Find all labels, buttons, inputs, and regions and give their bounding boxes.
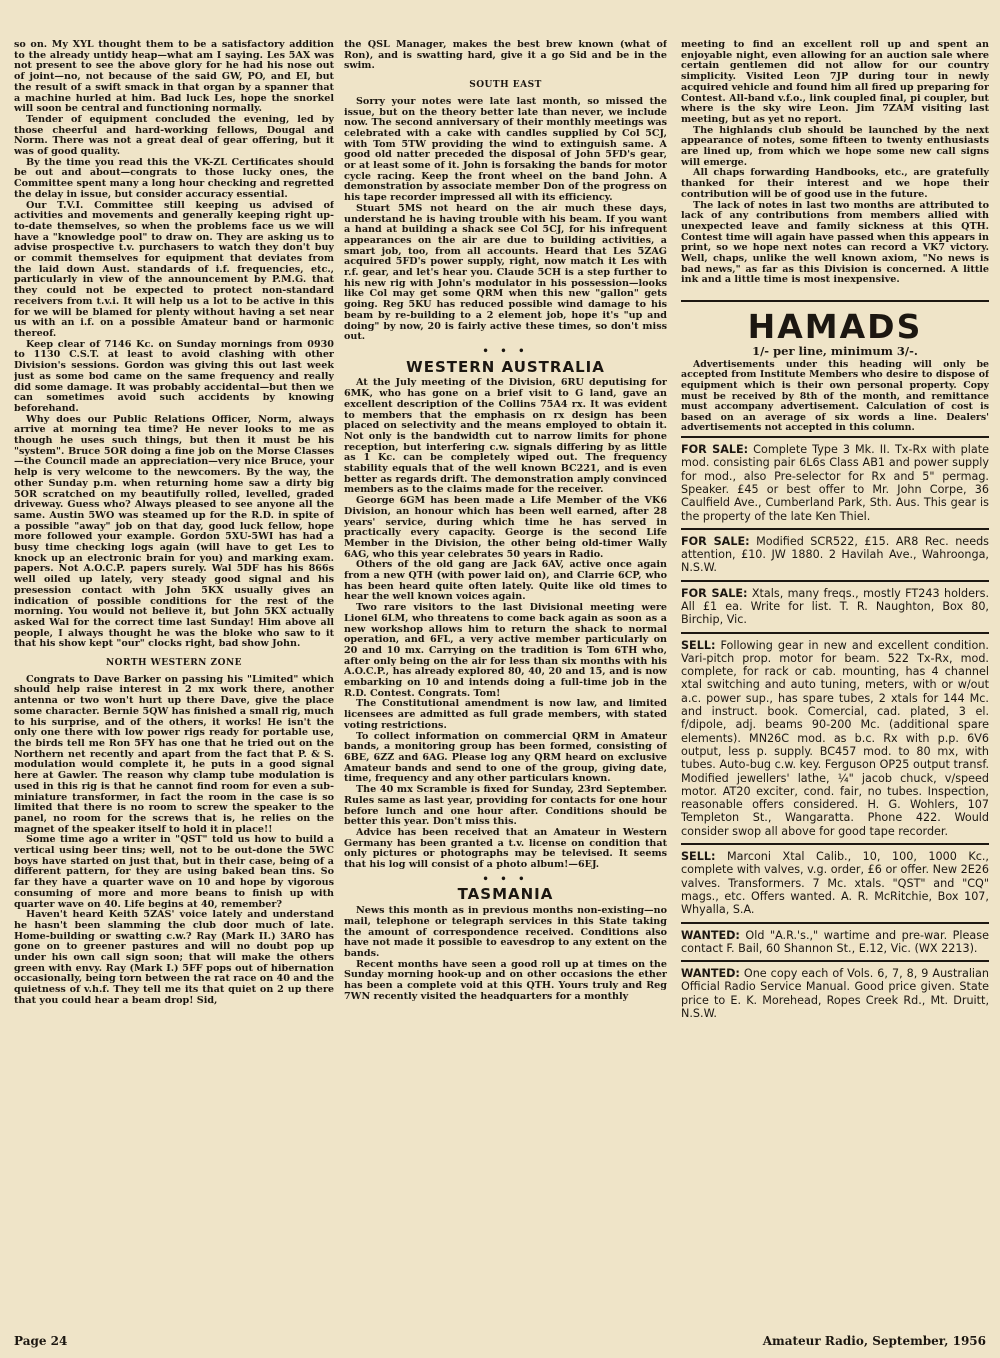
paragraph: Others of the old gang are Jack 6AV, active once again from a new QTH (with power laid on), and Clarrie 6CP, who has been heard quite often lately. Quite like old times to hear the well known voices again. — [344, 559, 667, 603]
ad-lead: SELL: — [681, 850, 716, 864]
paragraph: so on. My XYL thought them to be a satisfactory addition to the already untidy heap—what am I saying. Les 5AX was not present to see the above glory for he had his nose out of joint—no, not because of the said GW, PO, and EI, but the result of a swift smack in that organ by a spanner that a machine hurled at him. Bad luck Les, hope the snorkel will soon be central and functioning normally. — [14, 40, 334, 115]
hamads-top-rule — [681, 300, 989, 302]
ad-text: Marconi Xtal Calib., 10, 100, 1000 Kc., complete with valves, v.g. order, £6 or offer. New 2E26 valves. Transformers. 7 Mc. xtals. "QST" and "CQ" mags., etc. Offers wanted. A. R. McRitchie, Box 107, Whyalla, S.A. — [681, 850, 989, 917]
ad-text: Modified SCR522, £15. AR8 Rec. needs attention, £10. JW 1880. 2 Havilah Ave., Wahroonga, N.S.W. — [681, 534, 989, 575]
paragraph: George 6GM has been made a Life Member of the VK6 Division, an honour which has been well earned, after 28 years' service, during which time he has served in practically every capacity. George is the second Life Member in the Division, the other being old-timer Wally 6AG, who this year celebrates 50 years in Radio. — [344, 495, 667, 560]
publication-line: Amateur Radio, September, 1956 — [762, 1334, 986, 1348]
paragraph: The Constitutional amendment is now law, and limited licensees are admitted as full grade members, with stated voting restrictions. — [344, 698, 667, 731]
paragraph: Some time ago a writer in "QST" told us how to build a vertical using beer tins; well, not to be out-done the 5WC boys have started on just that, but in their case, being of a different pattern, for they are using baked bean tins. So far they have a quarter wave on 10 and hope by vigorous consuming of more and more beans to finish up with quarter wave on 40. Life begins at 40, remember? — [14, 834, 334, 910]
paragraph: At the July meeting of the Division, 6RU deputising for 6MK, who has gone on a brief visit to G land, gave an excellent description of the Collins 75A4 rx. It was evident to members that the emphasis on rx design has been placed on selectivity and the means employed to obtain it. Not only is the bandwidth cut to narrow limits for phone reception, but interfering c.w. signals differing by as little as 1 Kc. can be completely wiped out. The frequency stability equals that of the well known BC221, and is even better as regards drift. The demonstration amply convinced members as to the claims made for the receiver. — [344, 377, 667, 496]
classified-ad — [681, 443, 989, 523]
paragraph: the QSL Manager, makes the best brew known (what of Ron), and is swatting hard, give it a go Sid and be in the swim. — [344, 40, 667, 72]
ad-text: Old "A.R.'s.," wartime and pre-war. Please contact F. Bail, 60 Shannon St., E.12, Vic. (WX 2213). — [681, 928, 989, 955]
ad-text: Xtals, many freqs., mostly FT243 holders. All £1 ea. Write for list. T. R. Naughton, Box 80, Birchip, Vic. — [681, 586, 989, 627]
paragraph: Advice has been received that an Amateur in Western Germany has been granted a t.v. license on condition that only pictures or photographs may be televised. It seems that his log will consist of a photo album!—6EJ. — [344, 826, 667, 871]
paragraph: To collect information on commercial QRM in Amateur bands, a monitoring group has been formed, consisting of 6BE, 6ZZ and 6AG. Please log any QRM heard on exclusive Amateur bands and send to one of the group, giving date, time, frequency and any other particulars known. — [344, 730, 667, 785]
ad-divider — [681, 922, 989, 924]
classified-ad — [681, 535, 989, 575]
section-divider: • • • — [482, 345, 529, 357]
paragraph: Tender of equipment concluded the evening, led by those cheerful and hard-working fellows, Dougal and Norm. There was not a great deal of gear offering, but it was of good quality. — [14, 113, 334, 158]
hamads-title: HAMADS — [747, 307, 923, 347]
hamads-rate: 1/- per line, minimum 3/-. — [752, 344, 918, 359]
paragraph: Keep clear of 7146 Kc. on Sunday mornings from 0930 to 1130 C.S.T. at least to avoid clashing with other Division's sessions. Gordon was giving this out last week just as some bod came on the same frequency and really did some damage. It was probably accidental—but then we can sometimes avoid such accidents by knowing beforehand. — [14, 338, 334, 414]
section-heading-north-western-zone: NORTH WESTERN ZONE — [105, 658, 243, 669]
classified-ad — [681, 639, 989, 838]
ad-divider — [681, 960, 989, 962]
column-2 — [344, 40, 667, 1325]
paragraph: Stuart 5MS not heard on the air much these days, understand he is having trouble with his beam. If you want a hand at building a shack see Col 5CJ, for his infrequent appearances on the air are due to building activities, a smart job, too, from all accounts. Heard that Les 5ZAG acquired 5FD's power supply, right, now match it Les with r.f. gear, and let's hear you. Claude 5CH is a step further to his new rig with John's modulator in his possession—looks like Col may get some QRM when this new "gallon" gets going. Reg 5KU has reduced possible wind damage to his beam by re-building to a 2 element job, hope it's "up and doing" by now, 20 is fairly active these times, so don't miss out. — [344, 202, 667, 343]
ad-divider — [681, 528, 989, 530]
ad-lead: SELL: — [681, 638, 716, 652]
ad-text: One copy each of Vols. 6, 7, 8, 9 Australian Official Radio Service Manual. Good price given. State price to E. K. Morehead, Ropes Creek Rd., Mt. Druitt, N.S.W. — [681, 967, 989, 1021]
paragraph: Recent months have seen a good roll up at times on the Sunday morning hook-up and on other occasions the ether has been a complete void at this QTH. Yours truly and Reg 7WN recently visited the headquarters for a monthly — [344, 958, 667, 1002]
ad-text: Following gear in new and excellent condition. Vari-pitch prop. motor for beam. 522 Tx-Rx, mod. complete, for rack or cab. mounting, has 4 channel xtal switching and auto tuning, meters, with or w/out a.c. power sup., has spare tubes, 2 xtals for 144 Mc. and instruct. book. Comercial, cad. plated, 3 el. f/dipole, adj. beams 90-200 Mc. (additional spare elements). MN26C mod. as b.c. Rx with p.p. 6V6 output, less p. supply. BC457 mod. to 80 mx, with tubes. Auto-bug c.w. key. Ferguson OP25 output transf. Modified jewellers' lathe, ¼" jacob chuck, v/speed motor. AT20 exciter, cond. fair, no tubes. Inspection, reasonable offers considered. H. G. Wohlers, 107 Templeton St., Wangaratta. Phone 422. Would consider swop all above for good tape recorder. — [681, 638, 989, 838]
paragraph: The 40 mx Scramble is fixed for Sunday, 23rd September. Rules same as last year, providing for contacts for one hour before lunch and one hour after. Conditions should be better this year. Don't miss this. — [344, 784, 667, 828]
ad-divider — [681, 436, 989, 438]
paragraph: The lack of notes in last two months are attributed to lack of any contributions from members allied with unexpected leave and family sickness at this QTH. Contest time will again have passed when this appears in print, so we hope next notes can record a VK7 victory. Well, chaps, unlike the well known axiom, "No news is bad news," as far as this Division is concerned. A little ink and a little time is most inexpensive. — [681, 199, 989, 286]
ad-lead: FOR SALE: — [681, 534, 750, 548]
paragraph: All chaps forwarding Handbooks, etc., are gratefully thanked for their interest and we hope their contribution will be of good use in the future. — [681, 167, 989, 200]
paragraph: Two rare visitors to the last Divisional meeting were Lionel 6LM, who threatens to come back again as soon as a new workshop allows him to return the shack to normal operation, and 6FL, a very active member particularly on 20 and 10 mx. Carrying on the tradition is Tom 6TH who, after only being on the air for less than six months with his A.O.C.P., has already explored 80, 40, 20 and 15, and is now embarking on 10 and intends doing a full-time job in the R.D. Contest. Congrats. Tom! — [344, 602, 667, 699]
column-3 — [681, 40, 989, 1325]
section-heading-tasmania: TASMANIA — [457, 885, 554, 904]
ad-divider — [681, 632, 989, 634]
classified-ad — [681, 929, 989, 956]
paragraph: meeting to find an excellent roll up and spent an enjoyable night, even allowing for an auction sale where certain gentlemen did not allow for our country simplicity. Visited Leon 7JP during tour in newly acquired vehicle and found him all fired up preparing for Contest. All-band v.f.o., link coupled final, pi coupler, but where is the sky wire Leon. Jim 7ZAM visiting last meeting, but as yet no report. — [681, 40, 989, 125]
ad-lead: WANTED: — [681, 967, 740, 981]
ad-lead: WANTED: — [681, 928, 740, 942]
paragraph: News this month as in previous months non-existing—no mail, telephone or telegraph services in this State taking the amount of correspondence received. Conditions also have not made it possible to eavesdrop to any extent on the bands. — [344, 905, 667, 959]
page-number: Page 24 — [14, 1334, 68, 1348]
classified-ad — [681, 587, 989, 627]
section-heading-south-east: SOUTH EAST — [469, 80, 542, 91]
paragraph: Sorry your notes were late last month, so missed the issue, but on the theory better late than never, we include now. The second anniversary of their monthly meetings was celebrated with a cake with candles supplied by Col 5CJ, with Tom 5TW providing the wind to extinguish same. A good old natter preceded the disposal of John 5FD's gear, or at least some of it. John is forsaking the bands for motor cycle racing. Keep the front wheel on the band John. A demonstration by associate member Don of the progress on his tape recorder impressed all with its efficiency. — [344, 95, 667, 204]
section-divider: • • • — [482, 873, 529, 885]
paragraph: Congrats to Dave Barker on passing his "Limited" which should help raise interest in 2 mx work there, another antenna or two won't hurt up there Dave, give the place some character. Bernie 5QW has finished a small rig, much to his surprise, and of the others, it works! He isn't the only one there with low power rigs ready for portable use, the birds tell me Ron 5FY has one that he tried out on the Northern net recently and apart from the fact that P. & S. modulation would complete it, he puts in a good signal here at Gawler. The reason why clamp tube modulation is used in this rig is that he cannot find room for even a sub-miniature transformer, in fact the room in the case is so limited that there is no room to screw the speaker to the panel, no room for the screws that is, he relies on the magnet of the speaker itself to hold it in place!! — [14, 673, 334, 835]
section-heading-western-australia: WESTERN AUSTRALIA — [406, 357, 605, 376]
paragraph: By the time you read this the VK-ZL Certificates should be out and about—congrats to those lucky ones, the Committee spent many a long hour checking and regretted the delay in issue, but consider accuracy essential. — [14, 156, 334, 200]
paragraph: Why does our Public Relations Officer, Norm, always arrive at morning tea time? He never looks to me as though he uses such things, but then it must be his "system". Bruce 5OR doing a fine job on the Morse Classes—the Council made an appreciation—very nice Bruce, your help is very welcome to the newcomers. By the way, the other Sunday p.m. when returning home saw a dirty big 5OR scratched on my beautifully rolled, levelled, graded driveway. Guess who? Always pleased to see anyone all the same. Austin 5WO was steamed up for the R.D. in spite of a possible "away" job on that day, good luck fellow, hope more followed your example. Gordon 5XU-5WI has had a busy time checking logs again (will have to get Les to knock up an electronic brain for you) and marking exam. papers. Not A.O.C.P. papers surely. Wal 5DF has his 866s well oiled up lately, very steady good signal and his presession contact with John 5KX usually gives an indication of possible conditions for the rest of the morning. You would not believe it, but John 5KX actually asked Wal for the correct time last Sunday! Him above all people, I always thought he was the bloke who saw to it that his show kept "our" clocks right, bad show John. — [14, 413, 334, 650]
paragraph: Haven't heard Keith 5ZAS' voice lately and understand he hasn't been slamming the club door much of late. Home-building or swatting c.w.? Ray (Mark II.) 3ARO has gone on to greener pastures and will no doubt pop up under his own call sign soon; that will make the others green with envy. Ray (Mark I.) 5FF pops out of hibernation occasionally, being torn between the rat race on 40 and the quietness of v.h.f. They tell me its that quiet on 2 up there that you could hear a beam drop! Sid, — [14, 909, 334, 1006]
ad-lead: FOR SALE: — [681, 443, 749, 457]
ad-text: Complete Type 3 Mk. II. Tx-Rx with plate mod. consisting pair 6L6s Class AB1 and power supply for mod., also Pre-selector for Rx and 5" permag. Speaker. £45 or best offer to Mr. John Corpe, 36 Caulfield Ave., Cumberland Park, Sth. Aus. This gear is the property of the late Ken Thiel. — [681, 443, 989, 523]
ad-divider — [681, 843, 989, 845]
ad-divider — [681, 580, 989, 582]
hamads-intro: Advertisements under this heading will only be accepted from Institute Members who desire to dispose of equipment which is their own personal property. Copy must be received by 8th of the month, and remittance must accompany advertisement. Calculation of cost is based on an average of six words a line. Dealers' advertisements not accepted in this column. — [681, 358, 989, 434]
paragraph: Our T.V.I. Committee still keeping us advised of activities and movements and generally keeping right up-to-date themselves, so when the problems face us we will have a "knowledge pool" to draw on. They are asking us to advise prospective t.v. purchasers to watch they don't buy or commit themselves for equipment that deviates from the laid down Aust. standards of i.f. frequencies, etc., particularly in view of the announcement by P.M.G. that they could not be expected to protect non-standard receivers from t.v.i. It will help us a lot to be active in this for we will be blamed for plenty without having a set near us with an i.f. on a possible Amateur band or harmonic thereof. — [14, 199, 334, 339]
ad-lead: FOR SALE: — [681, 586, 748, 600]
classified-ad — [681, 967, 989, 1020]
paragraph: The highlands club should be launched by the next appearance of notes, some fifteen to twenty enthusiasts are lined up, from which we hope some new call signs will emerge. — [681, 124, 989, 168]
column-1 — [14, 40, 334, 1325]
classified-ad — [681, 850, 989, 916]
